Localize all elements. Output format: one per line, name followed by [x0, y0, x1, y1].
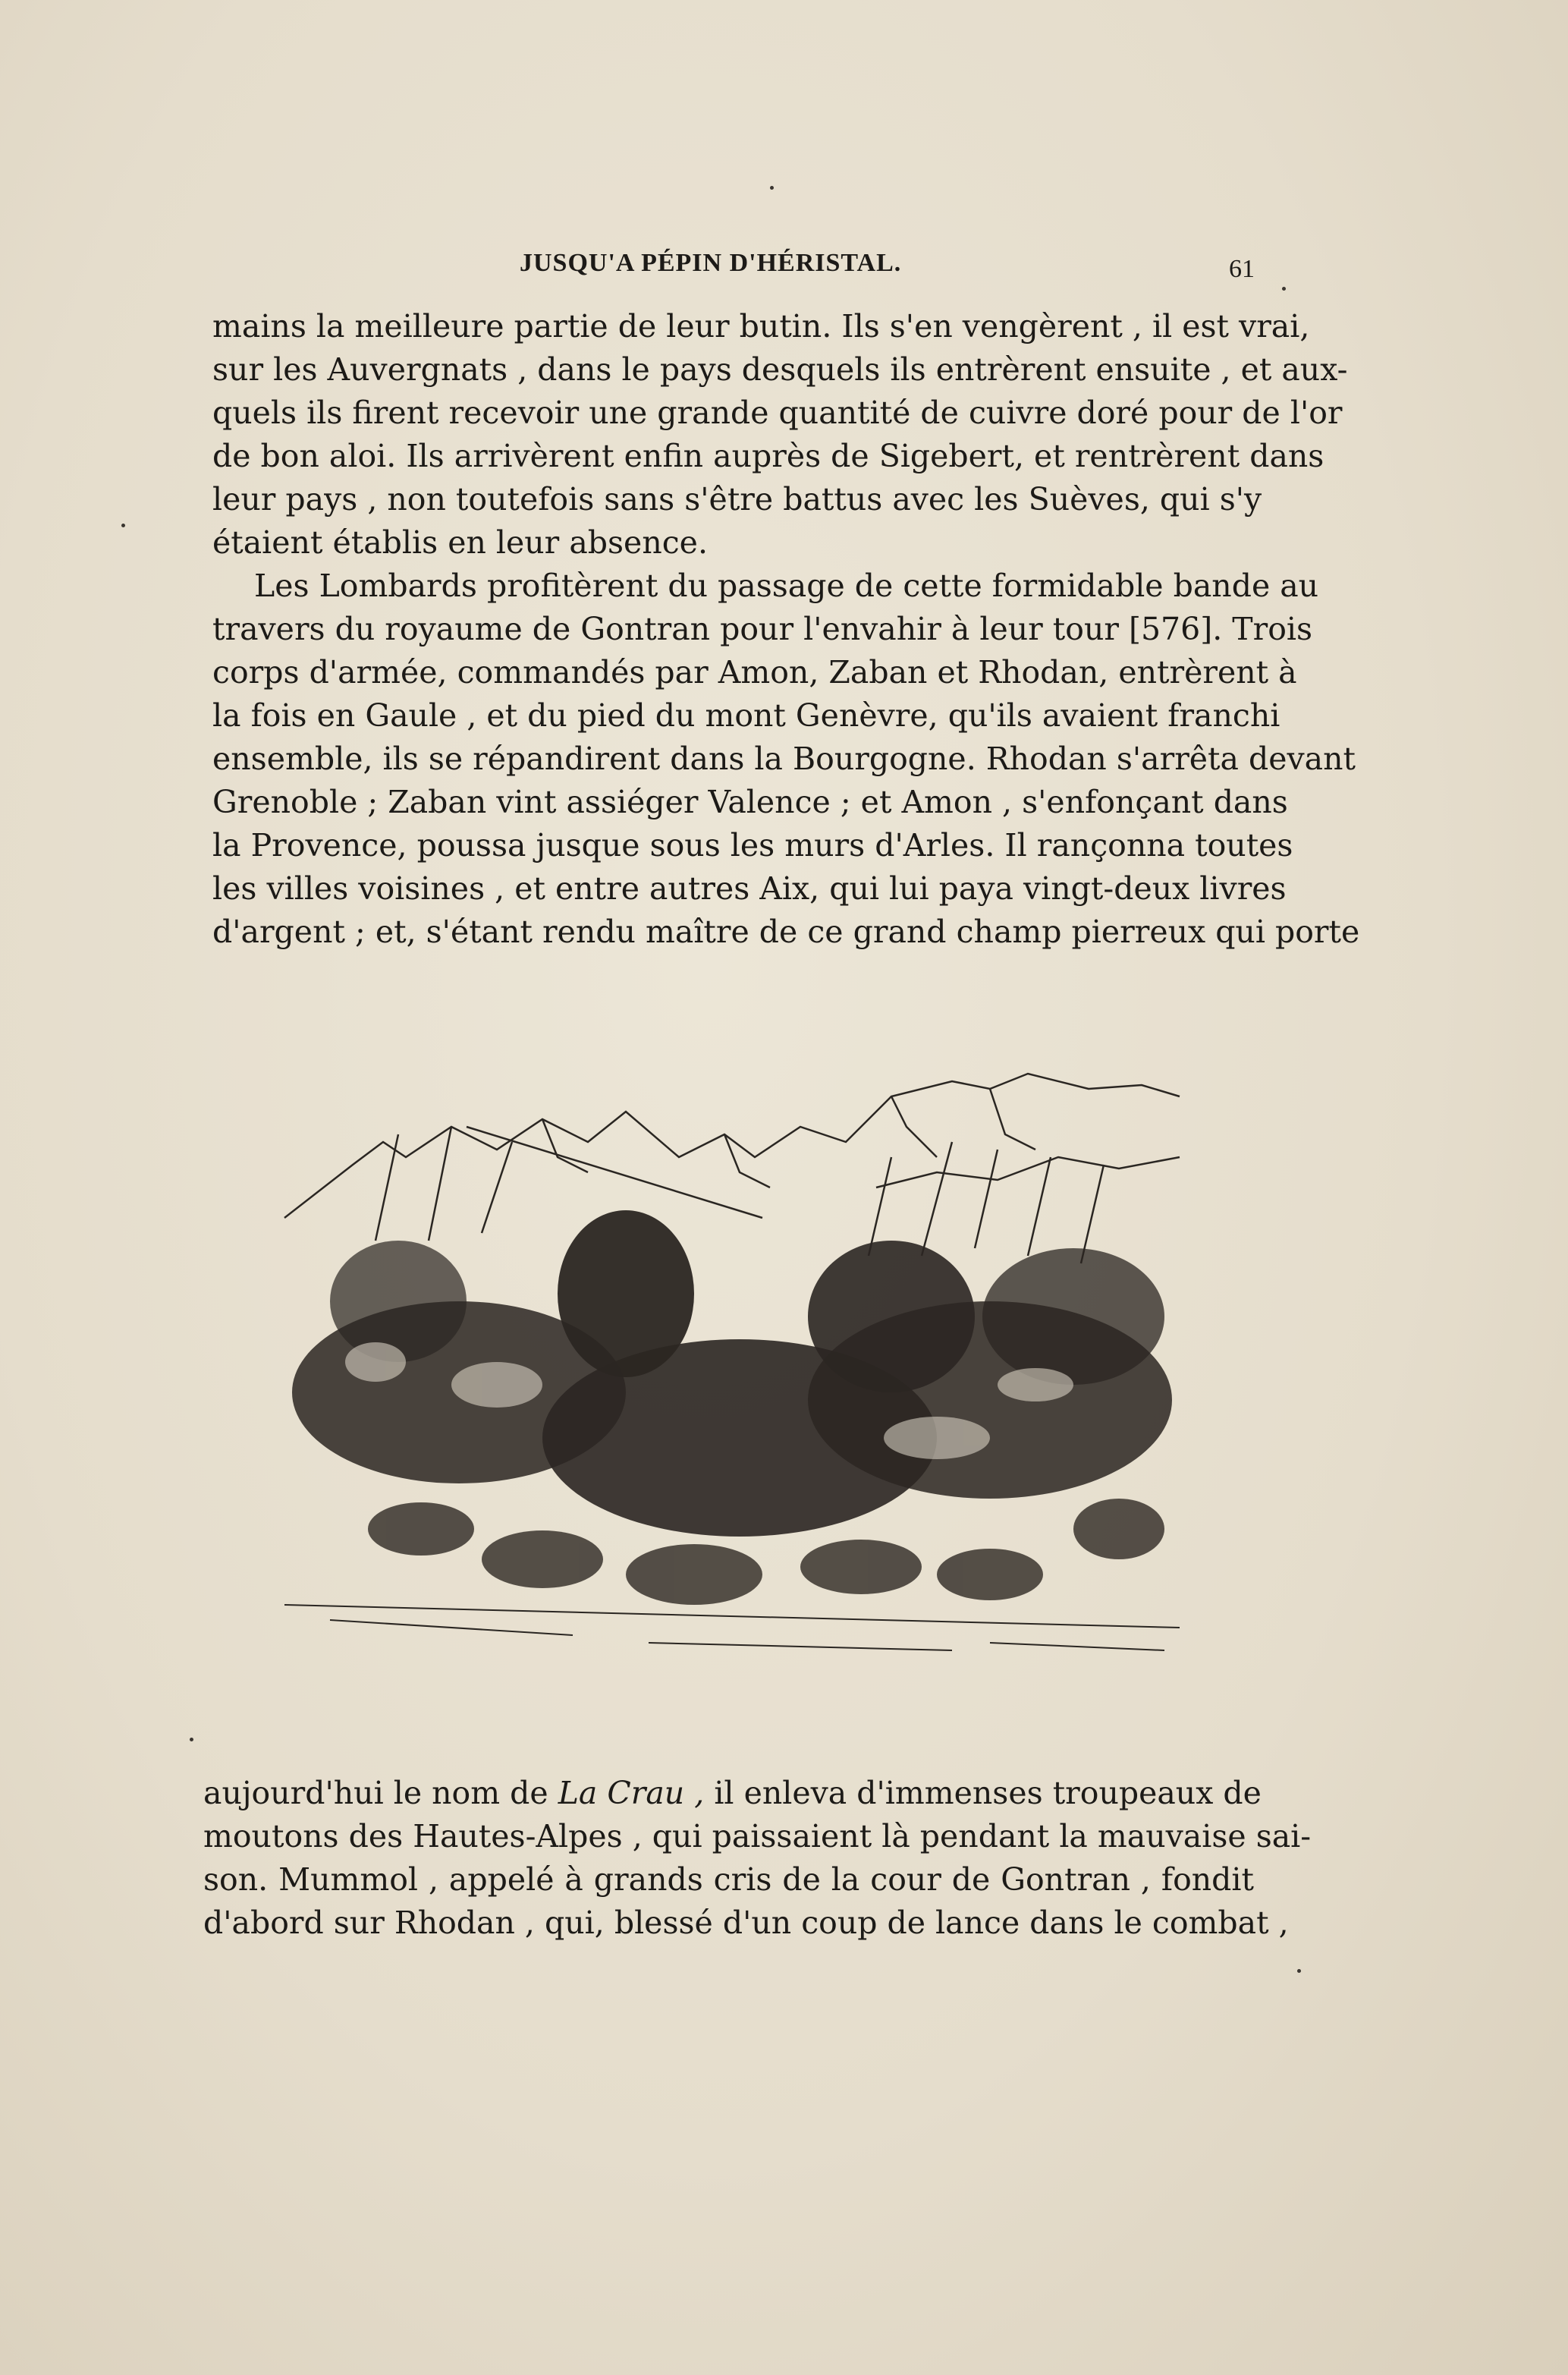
text-line: d'abord sur Rhodan , qui, blessé d'un coup de lance dans le combat , — [203, 1905, 1289, 1941]
running-title: JUSQU'A PÉPIN D'HÉRISTAL. — [520, 249, 902, 277]
text-line: quels ils firent recevoir une grande quantité de cuivre doré pour de l'or — [212, 395, 1343, 431]
mountain-outline — [284, 1074, 1180, 1218]
text-line: de bon aloi. Ils arrivèrent enfin auprès de Sigebert, et rentrèrent dans — [212, 438, 1324, 474]
lance-main — [467, 1127, 762, 1218]
text-line: corps d'armée, commandés par Amon, Zaban et Rhodan, entrèrent à — [212, 654, 1297, 690]
battle-engraving — [269, 1043, 1199, 1681]
lance-1 — [376, 1134, 398, 1241]
body-text-bottom — [203, 1772, 1312, 1945]
text-line: d'argent ; et, s'étant rendu maître de ce grand champ pierreux qui porte — [212, 914, 1360, 950]
text-line: moutons des Hautes-Alpes , qui paissaient là pendant la mauvaise sai- — [203, 1818, 1312, 1854]
place-name-italic: La Crau , — [558, 1775, 705, 1811]
lance-3 — [482, 1142, 512, 1233]
body-text-top — [212, 305, 1360, 954]
text-line: la fois en Gaule , et du pied du mont Genèvre, qu'ils avaient franchi — [212, 697, 1280, 734]
running-header — [205, 249, 1267, 294]
lance-5 — [975, 1150, 998, 1248]
lance-7 — [1081, 1165, 1104, 1263]
lance-2 — [429, 1127, 451, 1241]
text-line: étaient établis en leur absence. — [212, 524, 708, 561]
text-fragment: il enleva d'immenses troupeaux de — [704, 1775, 1262, 1811]
ink-speck — [1282, 287, 1286, 291]
text-line: Les Lombards profitèrent du passage de cette formidable bande au — [254, 568, 1319, 604]
text-line: son. Mummol , appelé à grands cris de la cour de Gontran , fondit — [203, 1861, 1254, 1898]
lance-4 — [922, 1142, 952, 1256]
text-line: la Provence, poussa jusque sous les murs d'Arles. Il rançonna toutes — [212, 827, 1293, 863]
text-line: ensemble, ils se répandirent dans la Bourgogne. Rhodan s'arrêta devant — [212, 741, 1356, 777]
text-line: sur les Auvergnats , dans le pays desquels ils entrèrent ensuite , et aux- — [212, 351, 1348, 388]
ink-speck — [121, 524, 125, 527]
text-line: leur pays , non toutefois sans s'être battus avec les Suèves, qui s'y — [212, 481, 1262, 517]
text-line: mains la meilleure partie de leur butin. Ils s'en vengèrent , il est vrai, — [212, 308, 1310, 344]
hills-right — [876, 1157, 1180, 1188]
lance-6 — [1028, 1157, 1051, 1256]
text-line: les villes voisines , et entre autres Aix, qui lui paya vingt-deux livres — [212, 870, 1287, 907]
ink-speck — [770, 186, 774, 190]
text-line — [203, 1772, 1262, 1815]
ink-speck — [190, 1738, 193, 1741]
text-line: Grenoble ; Zaban vint assiéger Valence ; et Amon , s'enfonçant dans — [212, 784, 1288, 820]
page-number: 61 — [1229, 255, 1255, 283]
text-fragment: aujourd'hui le nom de — [203, 1775, 558, 1811]
text-line: travers du royaume de Gontran pour l'envahir à leur tour [576]. Trois — [212, 611, 1313, 647]
ink-speck — [1297, 1969, 1301, 1973]
ground-hatching — [284, 1605, 1180, 1650]
